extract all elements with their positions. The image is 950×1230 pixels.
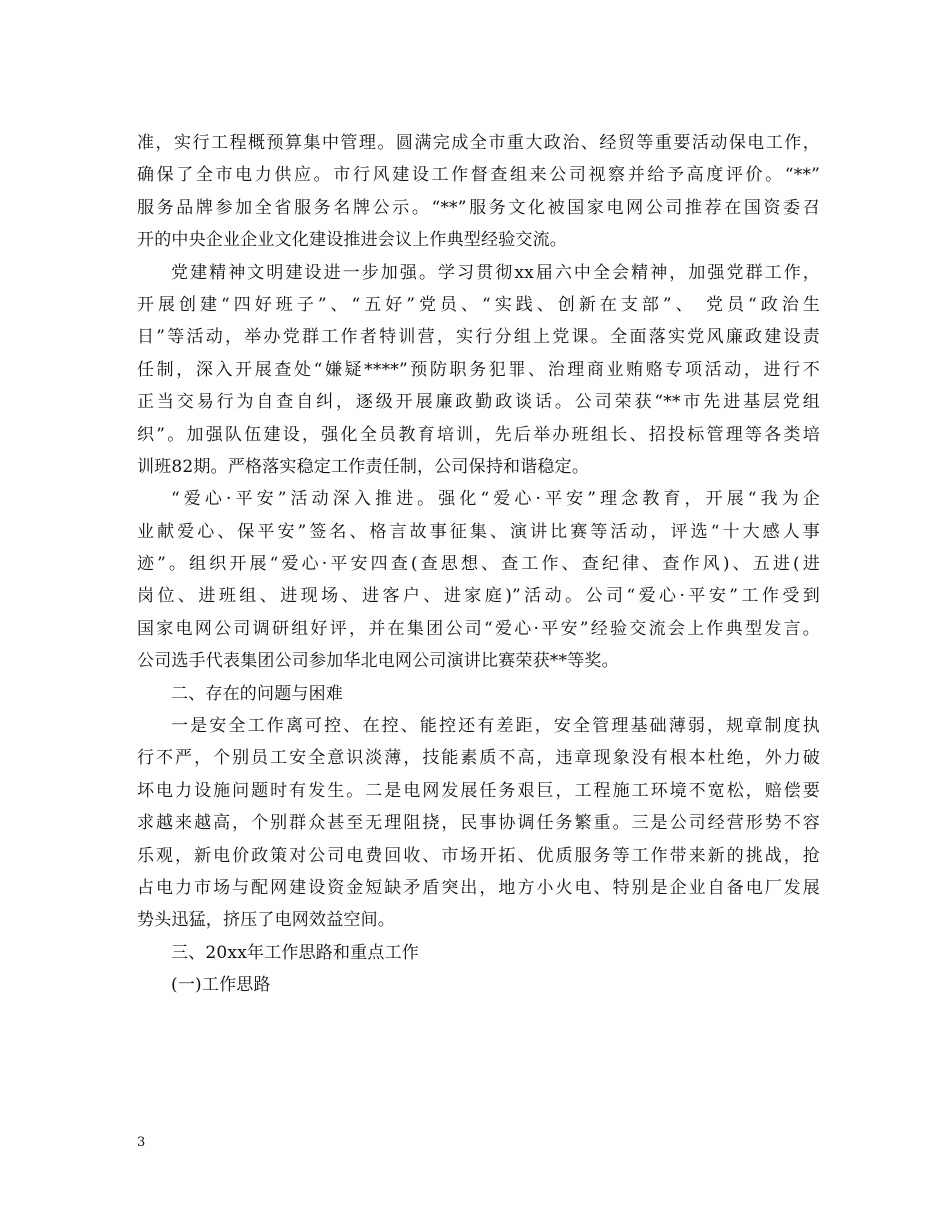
text-line: 势头迅猛，挤压了电网效益空间。 bbox=[137, 910, 395, 931]
text-line: 国家电网公司调研组好评，并在集团公司“爱心·平安”经验交流会上作典型发言。 bbox=[137, 618, 820, 639]
text-line: 正当交易行为自查自纠，逐级开展廉政勤政谈话。公司荣获“**市先进基层党组 bbox=[137, 392, 820, 413]
text-line: 公司选手代表集团公司参加华北电网公司演讲比赛荣获**等奖。 bbox=[137, 651, 619, 672]
text-line: “爱心·平安”活动深入推进。强化“爱心·平安”理念教育，开展“我为企 bbox=[171, 489, 820, 510]
text-line: 服务品牌参加全省服务名牌公示。“**”服务文化被国家电网公司推荐在国资委召 bbox=[137, 197, 820, 218]
text-line: 日”等活动，举办党群工作者特训营，实行分组上党课。全面落实党风廉政建设责 bbox=[137, 327, 820, 348]
text-line: 准，实行工程概预算集中管理。圆满完成全市重大政治、经贸等重要活动保电工作， bbox=[137, 133, 820, 153]
text-line: 织”。加强队伍建设，强化全员教育培训，先后举办班组长、招投标管理等各类培 bbox=[137, 424, 820, 445]
text-line: 岗位、进班组、进现场、进客户、进家庭)”活动。公司“爱心·平安”工作受到 bbox=[137, 586, 820, 607]
page-number: 3 bbox=[137, 1135, 146, 1150]
text-line: 占电力市场与配网建设资金短缺矛盾突出，地方小火电、特别是企业自备电厂发展 bbox=[137, 877, 820, 898]
text-line: 一是安全工作离可控、在控、能控还有差距，安全管理基础薄弱，规章制度执 bbox=[171, 716, 820, 737]
text-line: 乐观，新电价政策对公司电费回收、市场开拓、优质服务等工作带来新的挑战，抢 bbox=[137, 845, 820, 866]
text-line: (一)工作思路 bbox=[171, 975, 271, 996]
text-line: 任制，深入开展查处“嫌疑****”预防职务犯罪、治理商业贿赂专项活动，进行不 bbox=[137, 359, 820, 380]
text-line: 行不严，个别员工安全意识淡薄，技能素质不高，违章现象没有根本杜绝，外力破 bbox=[137, 748, 820, 769]
text-line: 确保了全市电力供应。市行风建设工作督查组来公司视察并给予高度评价。“**” bbox=[137, 165, 820, 186]
text-line: 党建精神文明建设进一步加强。学习贯彻xx届六中全会精神，加强党群工作， bbox=[171, 262, 820, 283]
text-line: 二、存在的问题与困难 bbox=[171, 683, 343, 704]
text-line: 开展创建“四好班子”、“五好”党员、“实践、创新在支部”、 党员“政治生 bbox=[137, 294, 820, 315]
text-line: 开的中央企业企业文化建设推进会议上作典型经验交流。 bbox=[137, 230, 567, 251]
document-body bbox=[137, 127, 820, 1002]
text-line: 业献爱心、保平安”签名、格言故事征集、演讲比赛等活动，评选“十大感人事 bbox=[137, 521, 820, 542]
text-line: 求越来越高，个别群众甚至无理阻挠，民事协调任务繁重。三是公司经营形势不容 bbox=[137, 813, 820, 834]
text-line: 迹”。组织开展“爱心·平安四查(查思想、查工作、查纪律、查作风)、五进(进 bbox=[137, 554, 820, 575]
text-line: 训班82期。严格落实稳定工作责任制，公司保持和谐稳定。 bbox=[137, 456, 590, 477]
text-line: 三、20xx年工作思路和重点工作 bbox=[171, 942, 420, 963]
text-line: 坏电力设施问题时有发生。二是电网发展任务艰巨，工程施工环境不宽松，赔偿要 bbox=[137, 780, 820, 801]
